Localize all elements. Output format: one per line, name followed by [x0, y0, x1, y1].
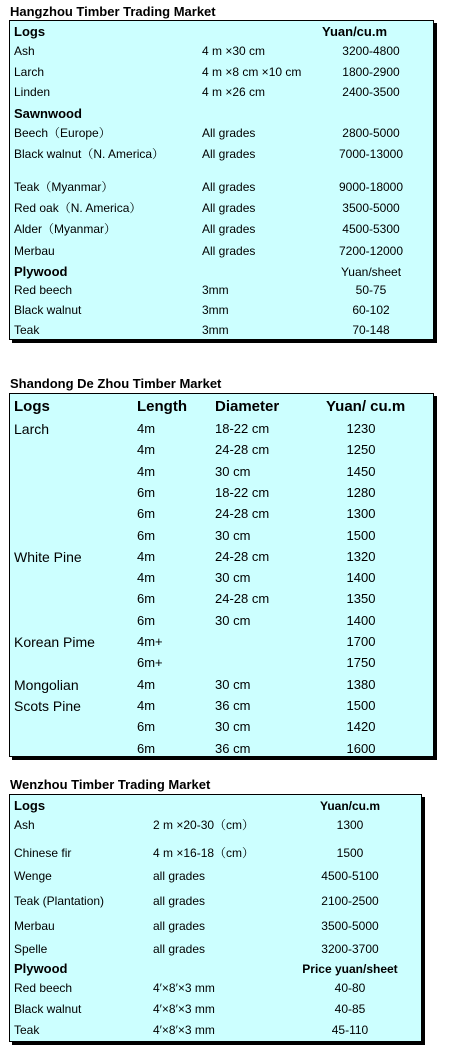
length-cell: 4m — [137, 548, 156, 564]
wood-price: 3200-4800 — [342, 44, 400, 58]
wenzhou-logs-header-row — [10, 797, 421, 815]
wood-price: 2100-2500 — [321, 894, 379, 908]
wood-name: Larch — [14, 65, 45, 79]
table-row — [10, 301, 433, 319]
price-cell: 1500 — [346, 697, 376, 713]
table-row — [10, 653, 433, 673]
wood-size: all grades — [153, 942, 206, 956]
sawnwood-header-row — [10, 105, 433, 123]
table-row — [10, 632, 433, 652]
length-cell: 4m — [137, 676, 156, 692]
wood-size: 4′×8′×3 mm — [153, 1023, 215, 1037]
wood-price: 2400-3500 — [342, 85, 400, 99]
diameter-cell: 30 cm — [215, 719, 251, 735]
wood-grade: All grades — [202, 244, 256, 258]
dezhou-header-row — [10, 397, 433, 417]
logs-header: Logs — [14, 798, 46, 813]
wood-name: Merbau — [14, 919, 55, 933]
table-row — [10, 242, 433, 260]
dezhou-title: Shandong De Zhou Timber Market — [10, 376, 222, 391]
plywood-header-row — [10, 263, 433, 281]
table-row — [10, 547, 433, 567]
wood-size: 4′×8′×3 mm — [153, 981, 215, 995]
wood-price: 60-102 — [352, 303, 390, 317]
table-row — [10, 844, 421, 862]
wood-name: Scots Pine — [14, 697, 81, 714]
wood-price: 70-148 — [352, 323, 390, 337]
diameter-cell: 24-28 cm — [215, 442, 270, 458]
hangzhou-table — [9, 20, 434, 340]
price-cell: 1350 — [346, 591, 376, 607]
wood-grade: All grades — [202, 222, 256, 236]
table-row — [10, 440, 433, 460]
wood-grade: All grades — [202, 180, 256, 194]
table-row — [10, 979, 421, 997]
length-cell: 6m — [137, 484, 156, 500]
wood-price: 4500-5100 — [321, 869, 379, 883]
table-row — [10, 526, 433, 546]
wood-price: 3500-5000 — [321, 919, 379, 933]
wood-name: Mongolian — [14, 676, 79, 693]
price-cell: 1500 — [346, 527, 376, 543]
wood-name: Merbau — [14, 244, 55, 258]
length-header: Length — [137, 398, 187, 415]
wood-name: Teak (Plantation) — [14, 894, 105, 908]
price-cell: 1600 — [346, 740, 376, 756]
length-cell: 4m — [137, 697, 156, 713]
wood-name: White Pine — [14, 548, 82, 565]
wood-name: Beech（Europe） — [14, 126, 111, 140]
wood-name: Linden — [14, 85, 51, 99]
price-cell: 1250 — [346, 442, 376, 458]
length-cell: 6m — [137, 740, 156, 756]
wood-size: 4 m ×16-18（cm） — [153, 846, 255, 860]
wood-name: Chinese fir — [14, 846, 72, 860]
diameter-cell: 18-22 cm — [215, 421, 270, 436]
wood-name: Black walnut — [14, 303, 82, 317]
price-cell: 1420 — [346, 719, 376, 735]
diameter-header: Diameter — [215, 398, 280, 415]
length-cell: 6m — [137, 591, 156, 607]
wood-name: Alder（Myanmar） — [14, 222, 117, 236]
table-row — [10, 816, 421, 834]
diameter-cell: 24-28 cm — [215, 548, 270, 564]
wood-price: 45-110 — [331, 1023, 369, 1037]
table-row — [10, 1000, 421, 1018]
wood-size: 4 m ×8 cm ×10 cm — [202, 65, 302, 79]
price-cell: 1280 — [346, 484, 376, 500]
price-cell: 1450 — [346, 463, 376, 479]
wood-grade: All grades — [202, 201, 256, 215]
diameter-cell: 30 cm — [215, 570, 251, 586]
wood-name: Korean Pime — [14, 634, 95, 650]
wood-size: 2 m ×20-30（cm） — [153, 818, 255, 832]
table-row — [10, 739, 433, 758]
wood-name: Teak — [14, 323, 40, 337]
table-row — [10, 696, 433, 716]
plywood-unit: Yuan/sheet — [340, 265, 402, 279]
wood-price: 9000-18000 — [338, 180, 404, 194]
table-row — [10, 867, 421, 885]
hangzhou-logs-header-row — [10, 23, 433, 41]
wood-price: 4500-5300 — [342, 222, 400, 236]
table-row — [10, 281, 433, 299]
table-row — [10, 917, 421, 935]
wood-price: 2800-5000 — [342, 126, 400, 140]
wood-price: 7200-12000 — [338, 244, 404, 258]
length-cell: 4m+ — [137, 634, 163, 649]
wood-grade: All grades — [202, 147, 256, 161]
plywood-header: Plywood — [14, 961, 68, 976]
wood-name: Black walnut（N. America） — [14, 147, 165, 161]
price-header: Yuan/ cu.m — [326, 398, 406, 415]
table-row — [10, 568, 433, 588]
wood-name: Red oak（N. America） — [14, 201, 142, 215]
logs-header: Logs — [14, 24, 46, 39]
plywood-header-row — [10, 960, 421, 978]
wood-price: 50-75 — [355, 283, 387, 297]
price-cell: 1700 — [346, 634, 376, 649]
price-cell: 1230 — [346, 421, 376, 436]
table-row — [10, 940, 421, 958]
wood-name: Wenge — [14, 869, 52, 883]
table-row — [10, 321, 433, 339]
diameter-cell: 24-28 cm — [215, 591, 270, 607]
table-row — [10, 145, 433, 163]
table-row — [10, 589, 433, 609]
length-cell: 6m — [137, 527, 156, 543]
wood-size: 3mm — [202, 323, 229, 337]
length-cell: 6m — [137, 719, 156, 735]
length-cell: 4m — [137, 442, 156, 458]
wood-price: 3500-5000 — [342, 201, 400, 215]
price-cell: 1380 — [346, 676, 376, 692]
wood-name: Spelle — [14, 942, 48, 956]
table-row — [10, 462, 433, 482]
wood-name: Red beech — [14, 981, 73, 995]
table-row — [10, 83, 433, 101]
table-row — [10, 483, 433, 503]
table-row — [10, 1021, 421, 1039]
hangzhou-title: Hangzhou Timber Trading Market — [10, 4, 216, 19]
length-cell: 6m — [137, 506, 156, 522]
length-cell: 4m — [137, 421, 156, 436]
length-cell: 4m — [137, 570, 156, 586]
logs-header: Logs — [14, 398, 50, 415]
wood-size: all grades — [153, 919, 206, 933]
table-row — [10, 419, 433, 439]
wood-name: Red beech — [14, 283, 73, 297]
price-cell: 1400 — [346, 570, 376, 586]
table-row — [10, 675, 433, 695]
table-row — [10, 42, 433, 60]
length-cell: 6m — [137, 612, 156, 628]
wood-name: Larch — [14, 421, 50, 437]
unit-header: Yuan/cu.m — [322, 24, 388, 39]
plywood-unit: Price yuan/sheet — [302, 962, 398, 976]
unit-header: Yuan/cu.m — [319, 799, 381, 813]
table-row — [10, 611, 433, 631]
table-row — [10, 220, 433, 238]
table-row — [10, 717, 433, 737]
wood-name: Ash — [14, 44, 35, 58]
wood-size: all grades — [153, 894, 206, 908]
wood-size: 3mm — [202, 303, 229, 317]
wood-size: 3mm — [202, 283, 229, 297]
price-cell: 1300 — [346, 506, 376, 522]
diameter-cell: 30 cm — [215, 463, 251, 479]
wenzhou-title: Wenzhou Timber Trading Market — [10, 777, 211, 792]
diameter-cell: 36 cm — [215, 697, 251, 713]
table-row — [10, 892, 421, 910]
wood-name: Black walnut — [14, 1002, 82, 1016]
wood-price: 1500 — [336, 846, 364, 860]
wood-name: Ash — [14, 818, 35, 832]
diameter-cell: 24-28 cm — [215, 506, 270, 522]
wood-size: all grades — [153, 869, 206, 883]
table-row — [10, 63, 433, 81]
table-row — [10, 504, 433, 524]
price-cell: 1750 — [346, 655, 376, 671]
dezhou-table — [9, 393, 434, 757]
price-cell: 1320 — [346, 548, 376, 564]
table-row — [10, 124, 433, 142]
wood-price: 1300 — [336, 818, 364, 832]
wood-price: 7000-13000 — [338, 147, 404, 161]
wenzhou-table — [9, 794, 422, 1042]
wood-grade: All grades — [202, 126, 256, 140]
price-cell: 1400 — [346, 612, 376, 628]
wood-name: Teak — [14, 1023, 40, 1037]
diameter-cell: 36 cm — [215, 740, 251, 756]
sawnwood-header: Sawnwood — [14, 106, 82, 121]
wood-price: 40-80 — [334, 981, 366, 995]
diameter-cell: 18-22 cm — [215, 484, 270, 500]
wood-price: 1800-2900 — [342, 65, 400, 79]
diameter-cell: 30 cm — [215, 612, 251, 628]
diameter-cell: 30 cm — [215, 676, 251, 692]
length-cell: 4m — [137, 463, 156, 479]
wood-size: 4 m ×30 cm — [202, 44, 266, 58]
diameter-cell: 30 cm — [215, 527, 251, 543]
table-row — [10, 199, 433, 217]
wood-size: 4 m ×26 cm — [202, 85, 266, 99]
wood-size: 4′×8′×3 mm — [153, 1002, 215, 1016]
wood-price: 40-85 — [334, 1002, 366, 1016]
wood-price: 3200-3700 — [321, 942, 379, 956]
table-row — [10, 178, 433, 196]
plywood-header: Plywood — [14, 264, 68, 279]
wood-name: Teak（Myanmar） — [14, 180, 114, 194]
length-cell: 6m+ — [137, 655, 163, 671]
